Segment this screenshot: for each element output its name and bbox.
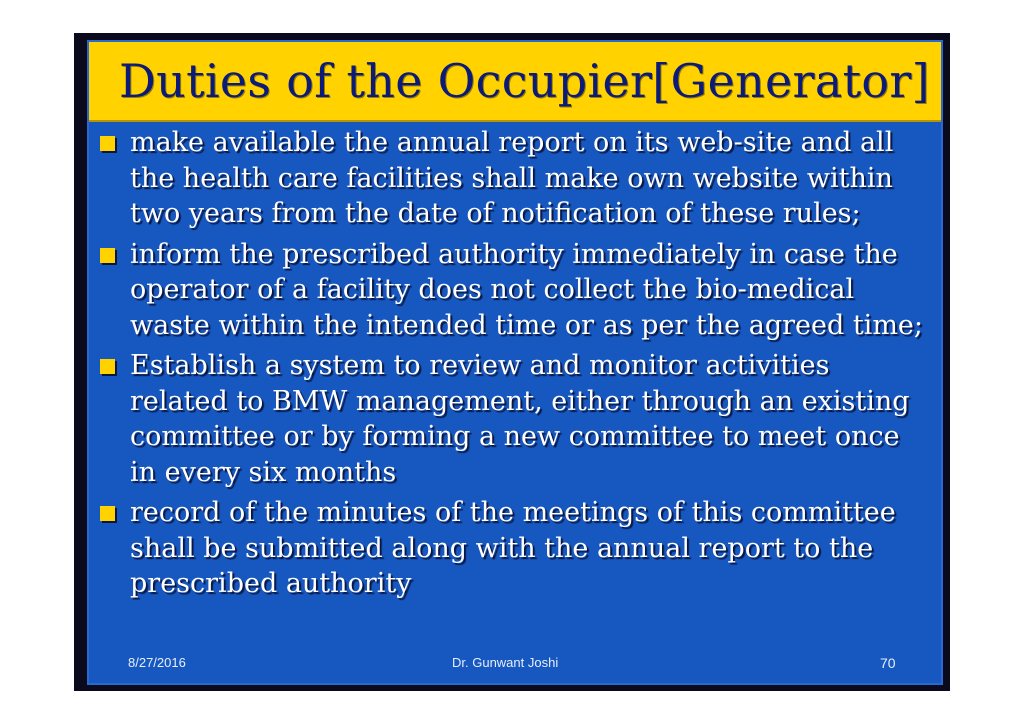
bullet-text: record of the minutes of the meetings of this committee shall be submitted along with the annual report to the prescribed authority xyxy=(130,497,896,599)
square-bullet-icon xyxy=(100,359,115,374)
page-number: 70 xyxy=(880,655,896,671)
title-bar xyxy=(89,42,941,120)
bullet-item xyxy=(98,495,928,602)
bullet-text: Establish a system to review and monitor activities related to BMW management, either through an existing committee or by forming a new committee to meet once in every six months xyxy=(130,350,910,488)
bullet-text: inform the prescribed authority immediately in case the operator of a facility does not collect the bio-medical waste within the intended time or as per the agreed time; xyxy=(130,238,923,341)
bullet-item xyxy=(98,237,928,344)
bullet-text: make available the annual report on its web-site and all the health care facilities shall make own website within two years from the date of notification of these rules; xyxy=(130,127,894,229)
footer-author: Dr. Gunwant Joshi xyxy=(452,655,559,670)
bullet-list xyxy=(98,125,928,607)
square-bullet-icon xyxy=(100,136,115,151)
footer-date: 8/27/2016 xyxy=(128,655,186,670)
square-bullet-icon xyxy=(100,248,115,263)
slide xyxy=(74,33,950,691)
slide-title: Duties of the Occupier[Generator] xyxy=(119,54,930,108)
bullet-item xyxy=(98,348,928,490)
square-bullet-icon xyxy=(100,506,115,521)
bullet-item xyxy=(98,125,928,232)
